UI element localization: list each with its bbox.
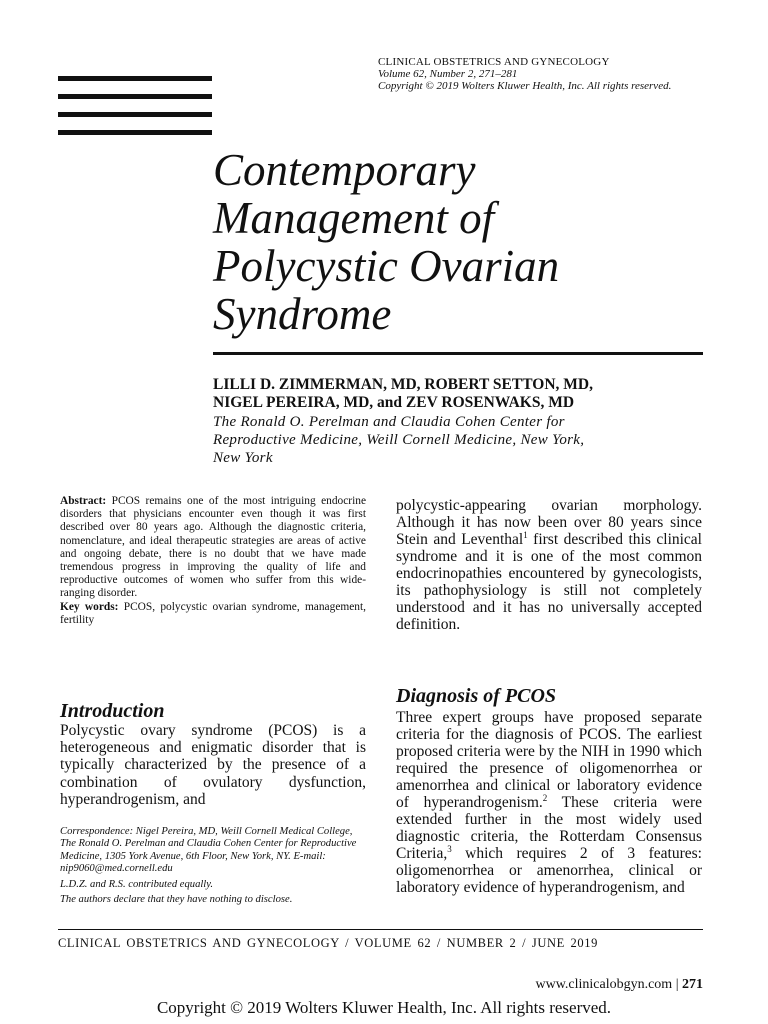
contribution-note: L.D.Z. and R.S. contributed equally. [60,878,214,890]
title-line: Management of [213,193,495,243]
keywords [60,601,366,627]
affiliation [213,413,713,467]
title-line: Contemporary [213,145,476,195]
author-line: NIGEL PEREIRA, MD, and ZEV ROSENWAKS, MD [213,394,575,411]
right-column-paragraph [396,497,702,633]
footer-site [483,977,703,993]
introduction-text: Polycystic ovary syndrome (PCOS) is a heterogeneous and enigmatic disorder that is typically characterized by the presence of a combination of ovulatory dysfunction, hyperandrogenism, and [60,722,366,808]
journal-name: CLINICAL OBSTETRICS AND GYNECOLOGY [378,56,610,68]
footer-rule [58,929,703,930]
keywords-text: PCOS, polycystic ovarian syndrome, management, fertility [60,600,366,626]
reference-marker[interactable]: 1 [523,529,528,540]
abstract-label: Abstract: [60,495,107,507]
footer-journal-line: CLINICAL OBSTETRICS AND GYNECOLOGY / VOLUME 62 / NUMBER 2 / JUNE 2019 [58,936,598,950]
diagnosis-paragraph [396,709,702,896]
author-line: LILLI D. ZIMMERMAN, MD, ROBERT SETTON, MD, [213,376,593,393]
decorative-bar [58,76,212,81]
paragraph-text: These criteria were extended further in the most widely used diagnostic criteria, the Rotterdam Consensus Criteria, [396,794,702,862]
decorative-bar [58,94,212,99]
reference-marker[interactable]: 2 [542,792,548,803]
abstract [60,495,366,627]
site-url[interactable]: www.clinicalobgyn.com | [535,977,679,992]
abstract-body [60,495,366,601]
decorative-bars [58,76,212,148]
disclosure-note: The authors declare that they have nothing to disclose. [60,894,293,906]
paragraph-text: first described this clinical syndrome and it is one of the most common endocrinopathies encountered by gynecologists, its pathophysiology is still not completely understood and it has no universally accepted definition. [396,531,702,633]
keywords-label: Key words: [60,600,119,613]
title-line: Syndrome [213,289,392,339]
article-title [213,146,733,338]
paragraph-text: Three expert groups have proposed separate criteria for the diagnosis of PCOS. The earliest proposed criteria were by the NIH in 1990 which required the presence of oligomenorrhea or amenorrhea and clinical or laboratory evidence of hyperandrogenism. [396,709,702,811]
journal-copyright: Copyright © 2019 Wolters Kluwer Health, Inc. All rights reserved. [378,80,672,92]
affiliation-line: New York [213,450,273,466]
decorative-bar [58,112,212,117]
correspondence-notes [60,826,366,909]
journal-volume: Volume 62, Number 2, 271–281 [378,68,518,80]
introduction-heading: Introduction [60,700,165,722]
paragraph-text: polycystic-appearing ovarian morphology. Although it has now been over 80 years since Stein and Leventhal [396,497,702,548]
reference-marker[interactable]: 3 [447,843,452,854]
affiliation-line: Reproductive Medicine, Weill Cornell Medicine, New York, [213,432,585,448]
diagnosis-heading: Diagnosis of PCOS [396,685,557,707]
affiliation-line: The Ronald O. Perelman and Claudia Cohen Center for [213,414,565,430]
footer-copyright: Copyright © 2019 Wolters Kluwer Health, Inc. All rights reserved. [156,998,612,1017]
page-number: 271 [682,977,703,992]
correspondence-text: Correspondence: Nigel Pereira, MD, Weill Cornell Medical College, The Ronald O. Perelman and Claudia Cohen Center for Reproductive Medicine, 1305 York Avenue, 6th Floor, New York, NY. E-mail: nip9060@med.cornell.edu [60,826,357,875]
decorative-bar [58,130,212,135]
abstract-text: PCOS remains one of the most intriguing endocrine disorders that physicians encounter even though it was first described over 80 years ago. Although the diagnostic criteria, nomenclature, and ideal therapeutic strategies are areas of active and ongoing debate, there is no doubt that we have made tremendous progress in improving the quality of life and reproductive outcomes of women who suffer from this wide-ranging disorder. [60,495,366,600]
title-rule [213,352,703,355]
title-line: Polycystic Ovarian [213,241,560,291]
journal-header [378,56,718,92]
author-list [213,376,713,412]
paragraph-text: which requires 2 of 3 features: oligomenorrhea or amenorrhea, clinical or laboratory evidence of hyperandrogenism, and [396,845,702,896]
